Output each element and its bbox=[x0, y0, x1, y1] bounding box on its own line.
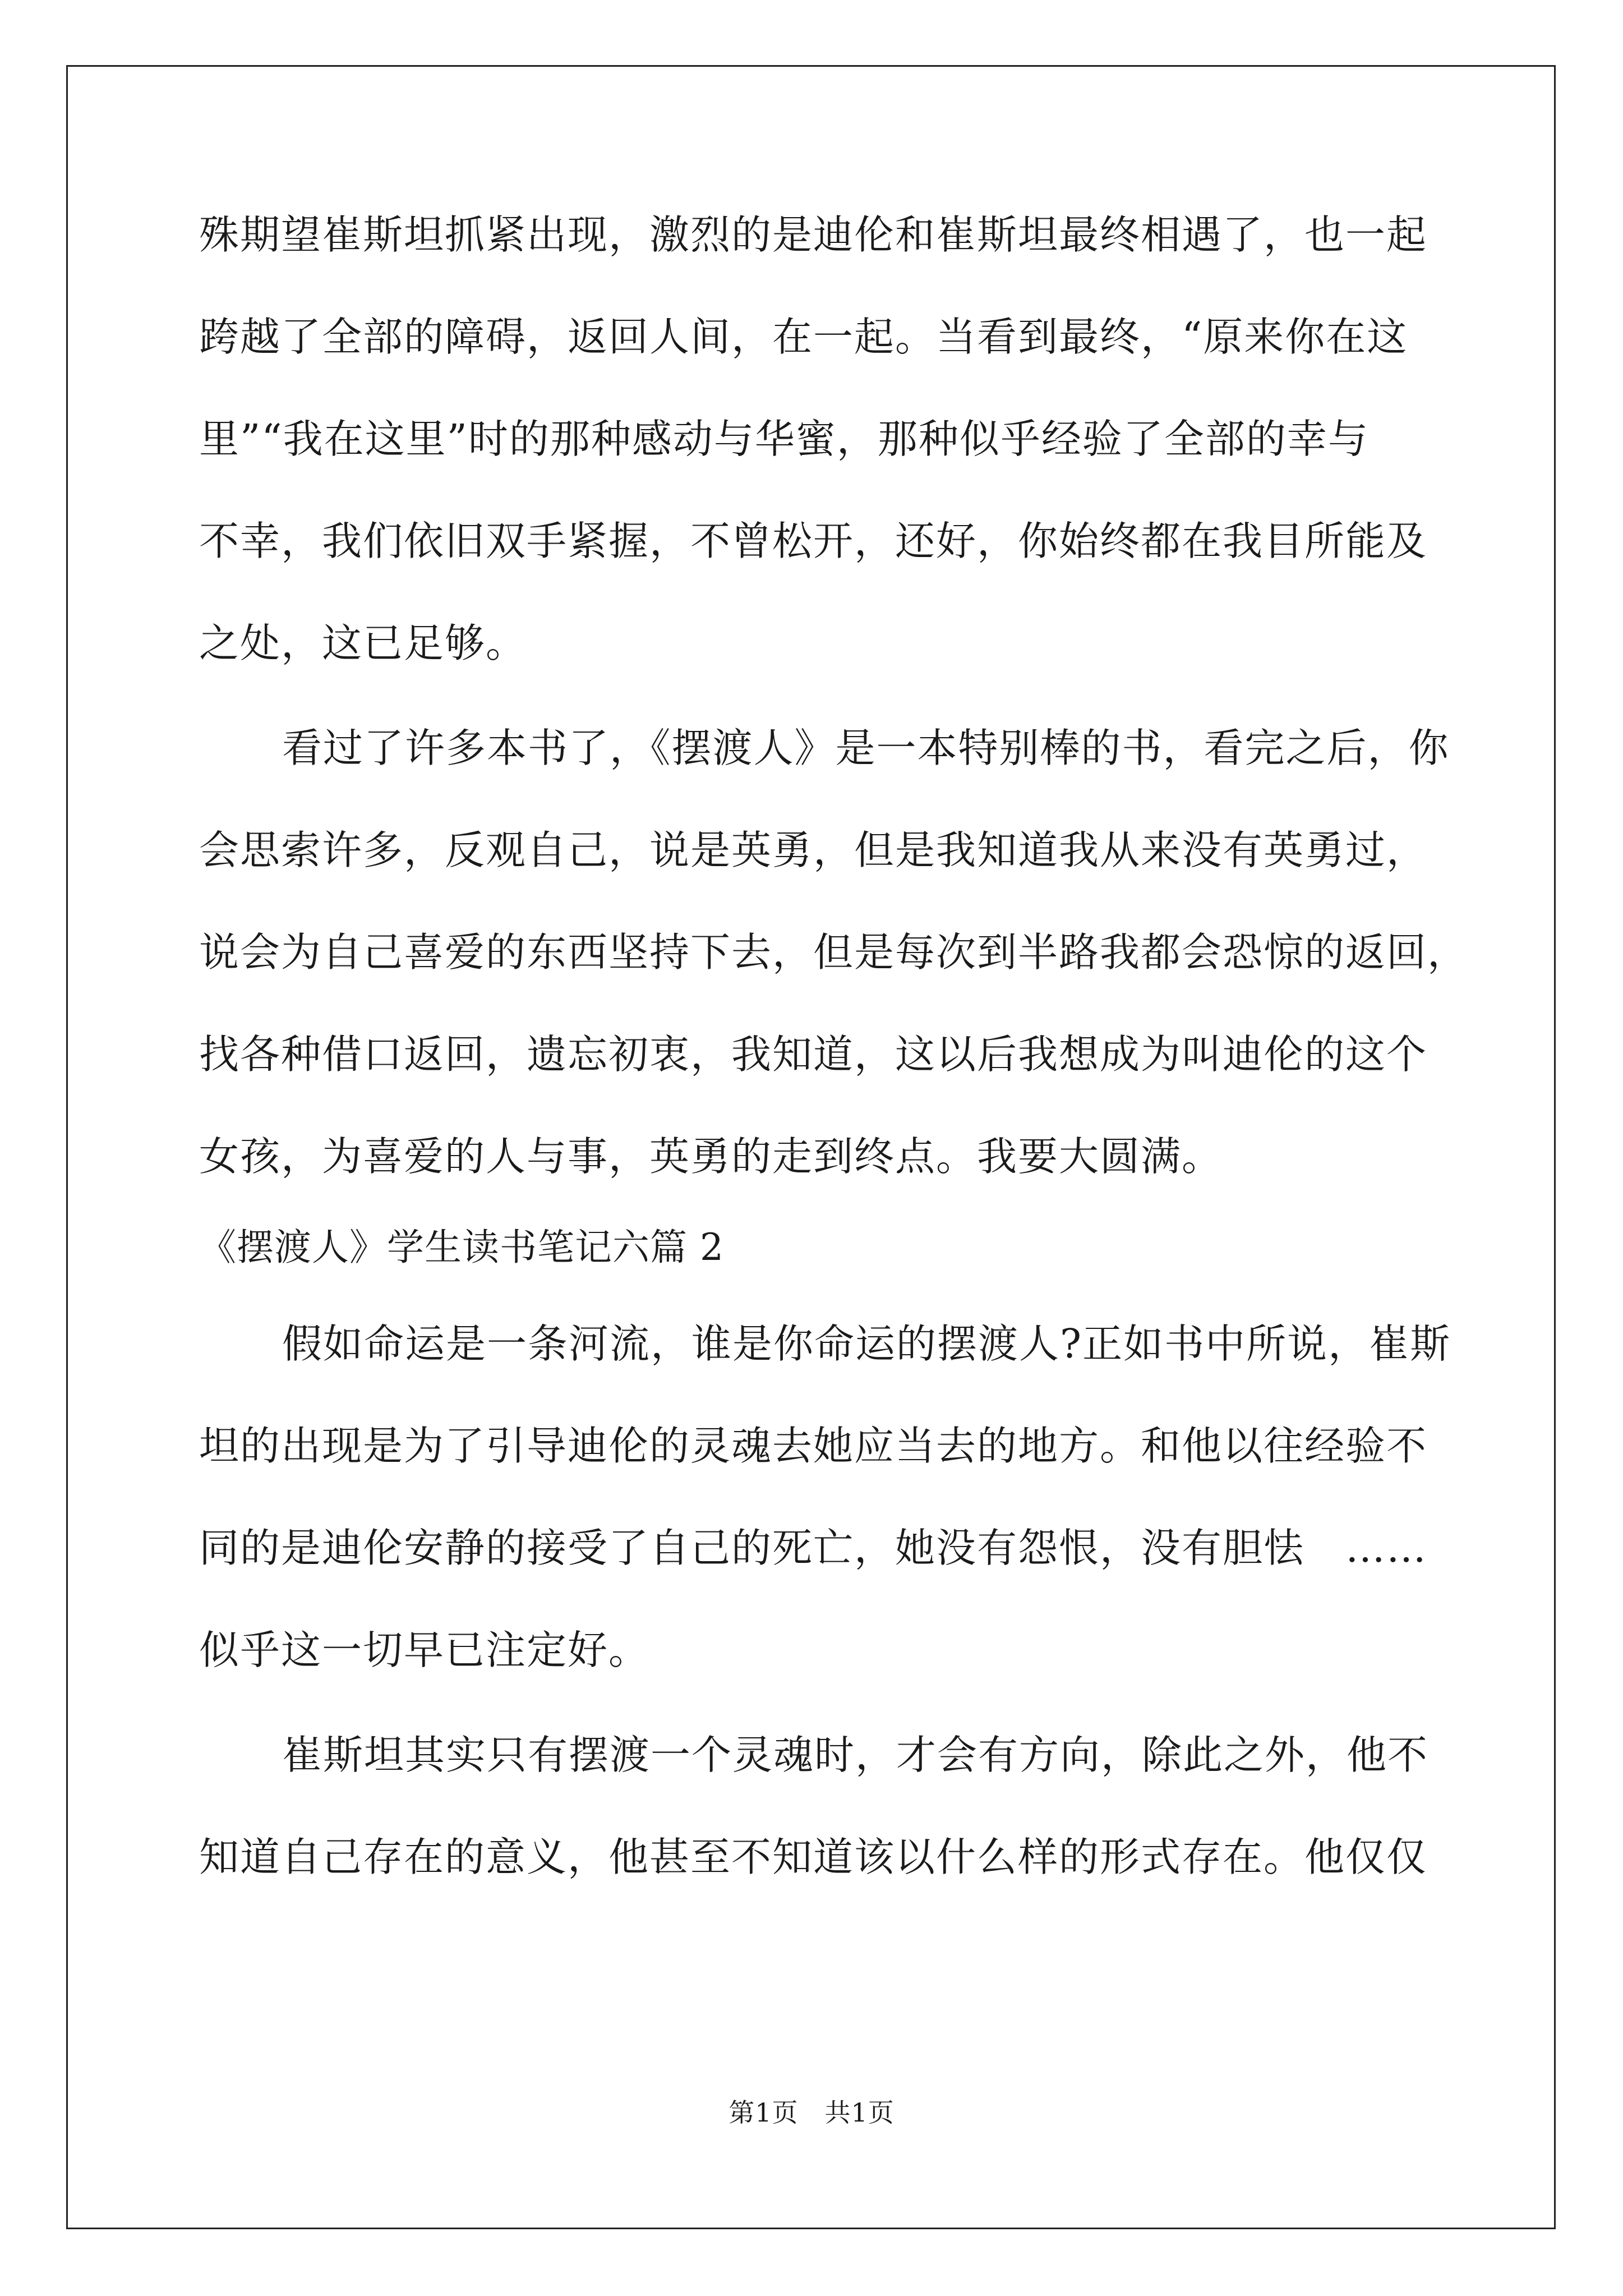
text-line: 殊期望崔斯坦抓紧出现，激烈的是迪伦和崔斯坦最终相遇了，也一起 bbox=[199, 211, 1428, 258]
text-line: 跨越了全部的障碍，返回人间，在一起。当看到最终，“原来你在这 bbox=[199, 314, 1408, 360]
paragraph-first-line: 看过了许多本书了，《摆渡人》是一本特别棒的书，看完之后，你 bbox=[282, 725, 1450, 771]
text-line: 说会为自己喜爱的东西坚持下去，但是每次到半路我都会恐惊的返回， bbox=[199, 929, 1469, 976]
text-line: 里”“我在这里”时的那种感动与华蜜，那种似乎经验了全部的幸与 bbox=[199, 416, 1369, 462]
paragraph-first-line: 崔斯坦其实只有摆渡一个灵魂时，才会有方向，除此之外，他不 bbox=[282, 1732, 1429, 1778]
text-line: 同的是迪伦安静的接受了自己的死亡，她没有怨恨，没有胆怯 …… bbox=[199, 1525, 1428, 1571]
section-heading: 《摆渡人》学生读书笔记六篇 2 bbox=[199, 1226, 724, 1269]
text-line: 会思索许多，反观自己，说是英勇，但是我知道我从来没有英勇过， bbox=[199, 827, 1428, 873]
page-number: 第1页 共1页 bbox=[728, 2097, 895, 2128]
paragraph-first-line: 假如命运是一条河流，谁是你命运的摆渡人?正如书中所说，崔斯 bbox=[282, 1320, 1451, 1367]
text-line: 坦的出现是为了引导迪伦的灵魂去她应当去的地方。和他以往经验不 bbox=[199, 1423, 1428, 1469]
text-line: 女孩，为喜爱的人与事，英勇的走到终点。我要大圆满。 bbox=[199, 1133, 1223, 1180]
text-line: 之处，这已足够。 bbox=[199, 620, 527, 666]
text-line: 知道自己存在的意义，他甚至不知道该以什么样的形式存在。他仅仅 bbox=[199, 1834, 1428, 1880]
text-line: 似乎这一切早已注定好。 bbox=[199, 1627, 650, 1673]
text-line: 不幸，我们依旧双手紧握，不曾松开，还好，你始终都在我目所能及 bbox=[199, 518, 1428, 564]
text-line: 找各种借口返回，遗忘初衷，我知道，这以后我想成为叫迪伦的这个 bbox=[199, 1031, 1428, 1078]
